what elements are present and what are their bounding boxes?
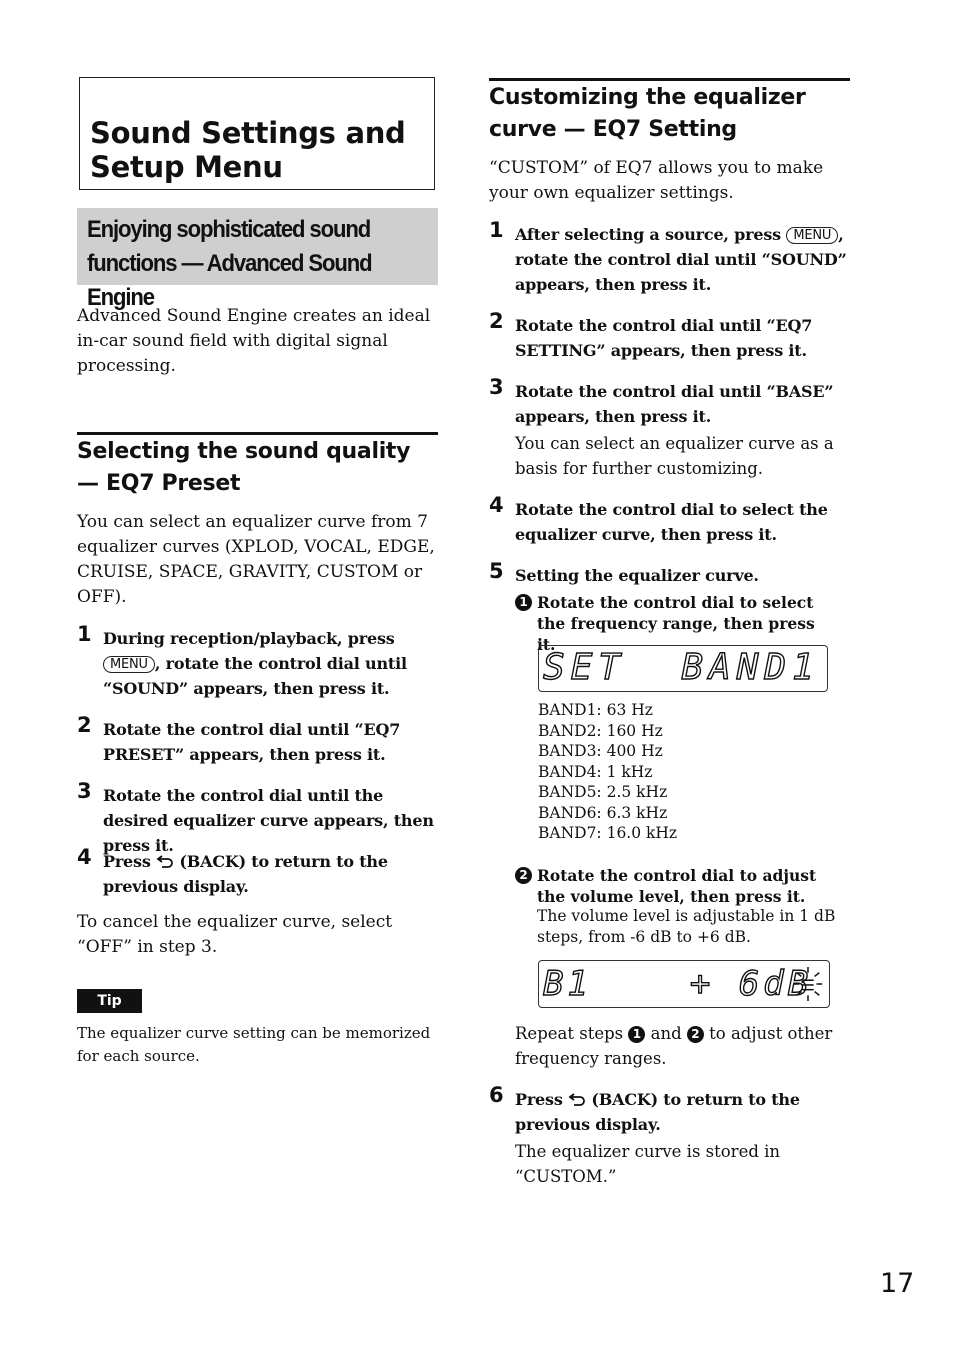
step-text: During reception/playback, press MENU , rotate the control dial until “SOUND” appears, then press it. (103, 629, 407, 698)
step-text: Setting the equalizer curve. (515, 566, 759, 585)
band-item: BAND3: 400 Hz (538, 742, 663, 760)
step-number: 1 (489, 218, 504, 242)
step-text: Rotate the control dial until “EQ7 SETTING” appears, then press it. (515, 316, 813, 360)
cancel-note: To cancel the equalizer curve, select “OFF” in step 3. (77, 912, 393, 957)
section-heading: Enjoying sophisticated sound functions — Advanced Sound Engine (87, 216, 372, 311)
step-text: Rotate the control dial to select the equalizer curve, then press it. (515, 500, 828, 544)
left-subsection-intro: You can select an equalizer curve from 7 equalizer curves (XPLOD, VOCAL, EDGE, CRUISE, SPACE, GRAVITY, CUSTOM or OFF). (77, 512, 435, 607)
blinking-indicator-icon (791, 965, 825, 1003)
lcd-text: B1 + 6dB (543, 964, 813, 1004)
lcd-text: SET BAND1 (543, 647, 820, 688)
step-number: 3 (489, 375, 504, 399)
substep-note: The volume level is adjustable in 1 dB steps, from -6 dB to +6 dB. (537, 907, 836, 946)
band-item: BAND5: 2.5 kHz (538, 783, 668, 801)
chapter-title: Sound Settings and Setup Menu (90, 116, 406, 184)
band-item: BAND7: 16.0 kHz (538, 824, 678, 842)
step-note: You can select an equalizer curve as a basis for further customizing. (515, 434, 834, 478)
step-text: Press (BACK) to return to the previous display. (515, 1090, 800, 1134)
substep-text: Rotate the control dial to select the frequency range, then press it. (537, 593, 815, 654)
left-intro: Advanced Sound Engine creates an ideal in-car sound field with digital signal processing. (77, 306, 431, 376)
step-number: 2 (489, 309, 504, 333)
circle-number-1: 1 (515, 594, 532, 611)
step-text: Rotate the control dial until “EQ7 PRESET” appears, then press it. (103, 720, 401, 764)
circle-number-1: 1 (628, 1026, 645, 1043)
band-item: BAND2: 160 Hz (538, 721, 663, 740)
left-subsection-rule (77, 432, 438, 435)
step-number: 4 (489, 493, 504, 517)
step-text: After selecting a source, press MENU , rotate the control dial until “SOUND” appears, then press it. (515, 225, 847, 294)
lcd-display-band-level (538, 960, 830, 1008)
chapter-title-box (79, 77, 435, 190)
band-item: BAND6: 6.3 kHz (538, 803, 668, 822)
right-subsection-title: Customizing the equalizer curve — EQ7 Setting (489, 85, 806, 142)
step-text: Rotate the control dial until “BASE” appears, then press it. (515, 382, 834, 426)
back-icon (568, 1092, 586, 1106)
lcd-display-set-band (538, 645, 828, 692)
step-text: Rotate the control dial until the desired equalizer curve appears, then press it. (103, 786, 434, 855)
band-item: BAND4: 1 kHz (538, 762, 653, 781)
tip-label: Tip (77, 989, 142, 1013)
circle-number-2: 2 (687, 1026, 704, 1043)
tip-text: The equalizer curve setting can be memorized for each source. (77, 1024, 431, 1065)
step-number: 6 (489, 1083, 504, 1107)
back-icon (156, 854, 174, 868)
repeat-steps-note: Repeat steps 1 and 2 to adjust other frequency ranges. (515, 1024, 833, 1068)
left-subsection-title: Selecting the sound quality — EQ7 Preset (77, 439, 411, 496)
step-number: 3 (77, 779, 92, 803)
section-heading-band (77, 208, 438, 311)
step-number: 5 (489, 559, 504, 583)
right-subsection-rule (489, 78, 850, 81)
menu-button: MENU (786, 227, 838, 244)
page-number: 17 (880, 1268, 915, 1299)
substep-text: Rotate the control dial to adjust the volume level, then press it. (537, 866, 817, 906)
step-note: The equalizer curve is stored in “CUSTOM.” (515, 1142, 781, 1186)
step-number: 1 (77, 622, 92, 646)
step-number: 2 (77, 713, 92, 737)
menu-button: MENU (103, 656, 155, 673)
circle-number-2: 2 (515, 867, 532, 884)
step-text: Press (BACK) to return to the previous display. (103, 852, 388, 896)
band-item: BAND1: 63 Hz (538, 701, 653, 719)
right-intro: “CUSTOM” of EQ7 allows you to make your own equalizer settings. (489, 158, 824, 203)
step-number: 4 (77, 845, 92, 869)
